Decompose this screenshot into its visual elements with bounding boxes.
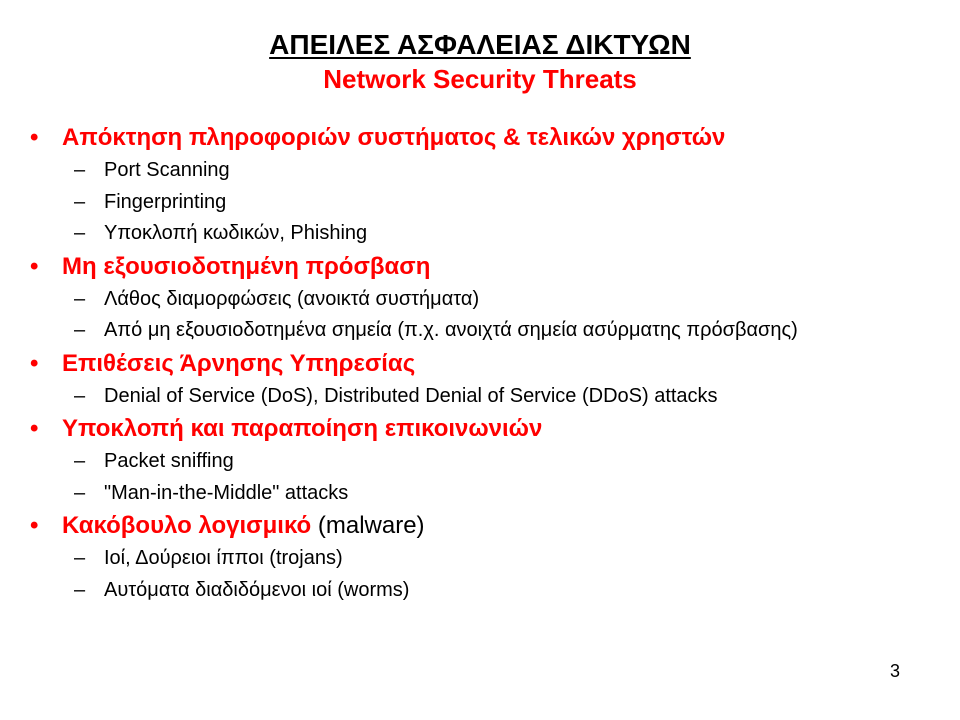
section-heading-text: Κακόβουλο λογισμικό — [62, 512, 312, 539]
list-item-text: Fingerprinting — [104, 190, 227, 213]
slide-title: ΑΠΕΙΛΕΣ ΑΣΦΑΛΕΙΑΣ ΔΙΚΤΥΩΝ — [269, 29, 691, 60]
section-heading — [30, 250, 950, 284]
section-heading-text: Απόκτηση πληροφοριών συστήματος & τελικών χρηστών — [62, 124, 726, 151]
list-item — [30, 575, 950, 607]
bullet-marker: • — [30, 349, 39, 377]
bullet-list — [30, 121, 950, 606]
list-item-text: "Man-in-the-Middle" attacks — [104, 481, 349, 504]
dash-marker: – — [74, 319, 86, 341]
dash-marker: – — [74, 222, 86, 244]
list-item-text: Λάθος διαμορφώσεις (ανοικτά συστήματα) — [104, 287, 480, 310]
section-heading-text: Μη εξουσιοδοτημένη πρόσβαση — [62, 252, 431, 280]
list-item — [30, 381, 950, 413]
list-item — [30, 218, 950, 250]
bullet-marker: • — [30, 512, 39, 539]
list-item — [30, 478, 950, 510]
list-item — [30, 284, 950, 316]
section-denial-of-service — [30, 347, 950, 413]
section-unauthorized-access — [30, 250, 950, 347]
section-heading-suffix: (malware) — [311, 512, 425, 539]
page-number: 3 — [890, 661, 901, 681]
section-interception — [30, 412, 950, 509]
bullet-marker: • — [30, 124, 39, 151]
section-heading-text: Υποκλοπή και παραποίηση επικοινωνιών — [62, 415, 543, 442]
section-heading — [30, 121, 950, 155]
list-item — [30, 446, 950, 478]
list-item — [30, 187, 950, 219]
list-item — [30, 155, 950, 187]
list-item-text: Από μη εξουσιοδοτημένα σημεία (π.χ. ανοιχτά σημεία ασύρματης πρόσβασης) — [104, 319, 798, 341]
section-heading — [30, 412, 950, 446]
dash-marker: – — [74, 481, 86, 504]
list-item-text: Packet sniffing — [104, 450, 234, 472]
list-item — [30, 315, 950, 347]
list-item-text: Αυτόματα διαδιδόμενοι ιοί (worms) — [104, 578, 410, 601]
dash-marker: – — [74, 578, 86, 601]
list-item-text: Υποκλοπή κωδικών, Phishing — [104, 222, 368, 244]
bullet-marker: • — [30, 252, 39, 280]
dash-marker: – — [74, 547, 86, 569]
section-malware — [30, 509, 950, 606]
dash-marker: – — [74, 159, 86, 181]
list-item-text: Ιοί, Δούρειοι ίπποι (trojans) — [104, 547, 343, 569]
bullet-marker: • — [30, 415, 39, 442]
dash-marker: – — [74, 287, 86, 310]
section-heading — [30, 347, 950, 381]
section-info-gathering — [30, 121, 950, 250]
dash-marker: – — [74, 190, 86, 213]
dash-marker: – — [74, 384, 86, 407]
slide-subtitle: Network Security Threats — [323, 64, 637, 94]
list-item-text: Port Scanning — [104, 159, 230, 181]
section-heading-text: Επιθέσεις Άρνησης Υπηρεσίας — [62, 349, 416, 377]
list-item — [30, 543, 950, 575]
dash-marker: – — [74, 450, 86, 472]
section-heading — [30, 509, 950, 543]
list-item-text: Denial of Service (DoS), Distributed Denial of Service (DDoS) attacks — [104, 384, 718, 407]
